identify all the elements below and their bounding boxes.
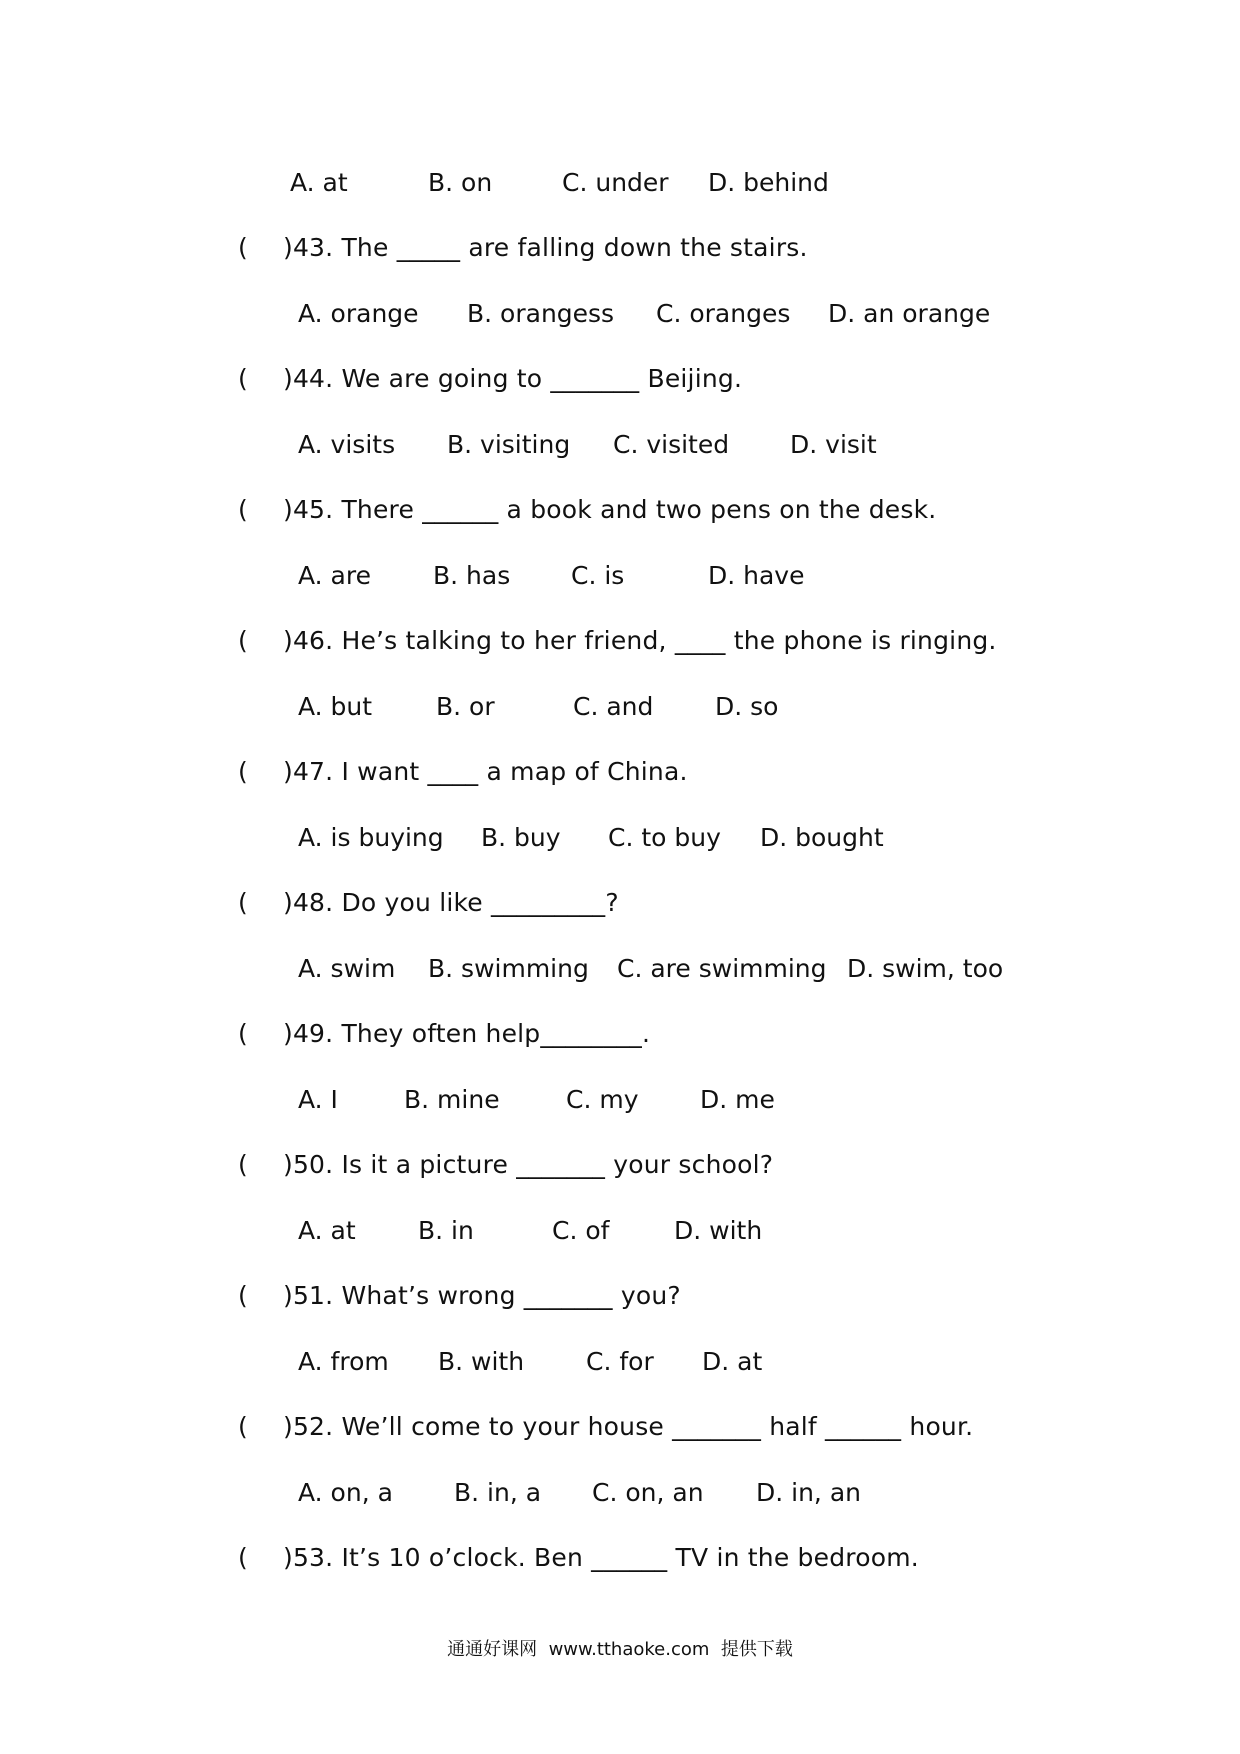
option-b: B. or — [436, 692, 495, 721]
option-b: B. swimming — [428, 954, 589, 983]
answer-paren: ( — [238, 626, 248, 655]
option-c: C. are swimming — [617, 954, 827, 983]
option-a: A. is buying — [298, 823, 444, 852]
answer-paren: ( — [238, 495, 248, 524]
question-51: )51. What’s wrong _______ you? — [283, 1281, 681, 1310]
option-a: A. swim — [298, 954, 396, 983]
question-52: )52. We’ll come to your house _______ half ______ hour. — [283, 1412, 974, 1441]
option-b: B. buy — [481, 823, 561, 852]
option-c: C. for — [586, 1347, 654, 1376]
answer-paren: ( — [238, 1412, 248, 1441]
option-c: C. is — [571, 561, 625, 590]
question-46: )46. He’s talking to her friend, ____ the phone is ringing. — [283, 626, 997, 655]
option-a: A. at — [298, 1216, 356, 1245]
option-b: B. visiting — [447, 430, 571, 459]
page-footer: 通通好课网 www.tthaoke.com 提供下载 — [447, 1639, 793, 1660]
answer-paren: ( — [238, 364, 248, 393]
option-d: D. me — [700, 1085, 775, 1114]
option-b: B. mine — [404, 1085, 500, 1114]
answer-paren: ( — [238, 1281, 248, 1310]
option-d: D. an orange — [828, 299, 991, 328]
option-a: A. orange — [298, 299, 419, 328]
option-b: B. has — [433, 561, 511, 590]
question-53: )53. It’s 10 o’clock. Ben ______ TV in the bedroom. — [283, 1543, 919, 1572]
question-48: )48. Do you like _________? — [283, 888, 619, 917]
answer-paren: ( — [238, 1150, 248, 1179]
option-d: D. bought — [760, 823, 884, 852]
option-c: C. my — [566, 1085, 639, 1114]
option-c: C. under — [562, 168, 669, 197]
option-a: A. from — [298, 1347, 389, 1376]
option-a: A. on, a — [298, 1478, 393, 1507]
option-d: D. swim, too — [847, 954, 1004, 983]
question-43: )43. The _____ are falling down the stairs. — [283, 233, 808, 262]
answer-paren: ( — [238, 1543, 248, 1572]
option-c: C. of — [552, 1216, 610, 1245]
question-44: )44. We are going to _______ Beijing. — [283, 364, 743, 393]
option-b: B. with — [438, 1347, 525, 1376]
option-a: A. but — [298, 692, 373, 721]
option-c: C. oranges — [656, 299, 791, 328]
answer-paren: ( — [238, 1019, 248, 1048]
option-b: B. in, a — [454, 1478, 542, 1507]
option-d: D. so — [715, 692, 779, 721]
option-c: C. visited — [613, 430, 730, 459]
answer-paren: ( — [238, 888, 248, 917]
option-c: C. and — [573, 692, 654, 721]
question-49: )49. They often help________. — [283, 1019, 651, 1048]
option-b: B. on — [428, 168, 493, 197]
option-c: C. to buy — [608, 823, 721, 852]
option-a: A. visits — [298, 430, 396, 459]
option-a: A. are — [298, 561, 371, 590]
answer-paren: ( — [238, 757, 248, 786]
option-d: D. at — [702, 1347, 763, 1376]
question-50: )50. Is it a picture _______ your school? — [283, 1150, 774, 1179]
option-a: A. I — [298, 1085, 338, 1114]
option-c: C. on, an — [592, 1478, 704, 1507]
option-b: B. in — [418, 1216, 474, 1245]
option-d: D. with — [674, 1216, 763, 1245]
option-d: D. in, an — [756, 1478, 861, 1507]
option-d: D. behind — [708, 168, 829, 197]
question-45: )45. There ______ a book and two pens on the desk. — [283, 495, 937, 524]
option-a: A. at — [290, 168, 348, 197]
option-d: D. visit — [790, 430, 877, 459]
answer-paren: ( — [238, 233, 248, 262]
option-b: B. orangess — [467, 299, 615, 328]
option-d: D. have — [708, 561, 805, 590]
question-47: )47. I want ____ a map of China. — [283, 757, 688, 786]
